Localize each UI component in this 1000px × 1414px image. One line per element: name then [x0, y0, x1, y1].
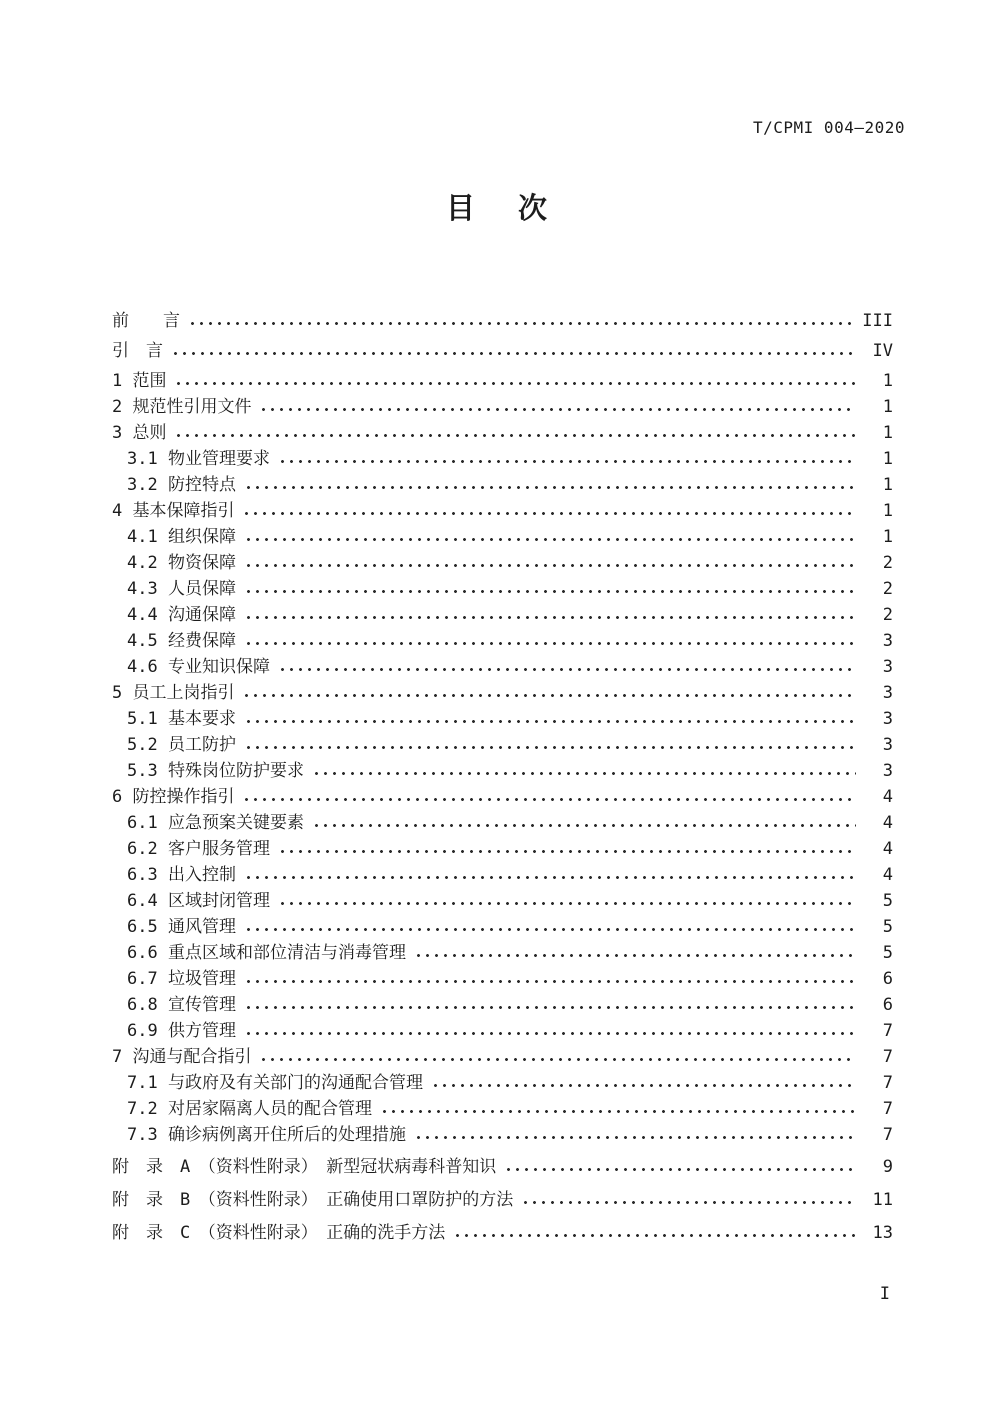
toc-entry[interactable]	[112, 313, 893, 343]
toc-entry-page: 7	[882, 1073, 893, 1093]
toc-entry-label: 6.1 应急预案关键要素	[127, 813, 304, 833]
toc-entry-page: 11	[872, 1190, 893, 1210]
toc-entry-page: 7	[882, 1047, 893, 1067]
toc-dot-leader	[312, 763, 856, 776]
toc-dot-leader	[244, 529, 856, 542]
toc-entry-label: 4 基本保障指引	[112, 501, 235, 521]
toc-dot-leader	[244, 919, 856, 932]
toc-dot-leader	[244, 607, 856, 620]
toc-entry-label: 1 范围	[112, 371, 167, 391]
toc-dot-leader	[504, 1159, 856, 1172]
toc-entry[interactable]	[112, 737, 893, 763]
toc-dot-leader	[414, 1127, 856, 1140]
toc-entry-label: 4.3 人员保障	[127, 579, 236, 599]
toc-entry-page: 3	[882, 761, 893, 781]
toc-entry-page: 7	[882, 1099, 893, 1119]
toc-dot-leader	[174, 373, 856, 386]
toc-entry-page: 5	[882, 891, 893, 911]
toc-entry-page: 4	[882, 787, 893, 807]
toc-entry-page: 1	[882, 449, 893, 469]
toc-entry-page: 7	[882, 1021, 893, 1041]
toc-dot-leader	[244, 477, 856, 490]
toc-dot-leader	[244, 581, 856, 594]
toc-entry[interactable]	[112, 841, 893, 867]
toc-dot-leader	[188, 313, 855, 326]
toc-entry[interactable]	[112, 867, 893, 893]
toc-entry-page: 1	[882, 501, 893, 521]
toc-entry-label: 附 录 A （资料性附录） 新型冠状病毒科普知识	[112, 1157, 497, 1177]
toc-dot-leader	[244, 555, 856, 568]
toc-entry-page: 3	[882, 735, 893, 755]
toc-entry[interactable]	[112, 1127, 893, 1153]
toc-entry-label: 4.5 经费保障	[127, 631, 236, 651]
toc-entry-page: 1	[882, 371, 893, 391]
toc-entry[interactable]	[112, 1159, 893, 1192]
toc-dot-leader	[380, 1101, 856, 1114]
toc-entry[interactable]	[112, 1101, 893, 1127]
toc-entry[interactable]	[112, 607, 893, 633]
toc-entry-label: 7.1 与政府及有关部门的沟通配合管理	[127, 1073, 423, 1093]
toc-entry[interactable]	[112, 581, 893, 607]
toc-entry[interactable]	[112, 425, 893, 451]
toc-dot-leader	[174, 425, 856, 438]
toc-dot-leader	[453, 1225, 856, 1238]
toc-entry[interactable]	[112, 685, 893, 711]
toc-dot-leader	[244, 867, 856, 880]
toc-entry-page: 6	[882, 995, 893, 1015]
toc-dot-leader	[278, 659, 856, 672]
toc-entry[interactable]	[112, 763, 893, 789]
toc-entry-page: 2	[882, 579, 893, 599]
toc-entry-page: 1	[882, 423, 893, 443]
toc-entry[interactable]	[112, 1023, 893, 1049]
toc-entry-page: 4	[882, 865, 893, 885]
toc-entry-label: 6.7 垃圾管理	[127, 969, 236, 989]
toc-entry[interactable]	[112, 1192, 893, 1225]
toc-entry[interactable]	[112, 451, 893, 477]
toc-entry[interactable]	[112, 555, 893, 581]
toc-entry[interactable]	[112, 945, 893, 971]
toc-entry-page: 1	[882, 397, 893, 417]
toc-dot-leader	[312, 815, 856, 828]
toc-entry-page: 3	[882, 683, 893, 703]
toc-list	[112, 313, 893, 1258]
toc-dot-leader	[278, 451, 856, 464]
toc-dot-leader	[244, 997, 856, 1010]
toc-entry-label: 7.3 确诊病例离开住所后的处理措施	[127, 1125, 406, 1145]
toc-entry-page: 1	[882, 475, 893, 495]
toc-entry-page: 13	[872, 1223, 893, 1243]
toc-entry-label: 6.2 客户服务管理	[127, 839, 270, 859]
document-code: T/CPMI 004—2020	[753, 118, 905, 137]
toc-entry-page: IV	[872, 341, 893, 361]
toc-dot-leader	[414, 945, 856, 958]
toc-entry-page: 7	[882, 1125, 893, 1145]
toc-dot-leader	[244, 711, 856, 724]
toc-entry[interactable]	[112, 997, 893, 1023]
toc-entry[interactable]	[112, 971, 893, 997]
toc-entry-label: 2 规范性引用文件	[112, 397, 252, 417]
toc-entry-label: 引 言	[112, 341, 163, 361]
footer-page-number: I	[879, 1284, 890, 1304]
toc-entry-label: 6.6 重点区域和部位清洁与消毒管理	[127, 943, 406, 963]
toc-dot-leader	[242, 685, 856, 698]
toc-entry-page: 6	[882, 969, 893, 989]
toc-dot-leader	[244, 633, 856, 646]
toc-entry[interactable]	[112, 659, 893, 685]
toc-entry[interactable]	[112, 633, 893, 659]
toc-entry[interactable]	[112, 815, 893, 841]
toc-dot-leader	[244, 1023, 856, 1036]
toc-dot-leader	[521, 1192, 856, 1205]
toc-entry[interactable]	[112, 1075, 893, 1101]
toc-dot-leader	[244, 971, 856, 984]
toc-entry-page: 1	[882, 527, 893, 547]
toc-entry-page: 2	[882, 553, 893, 573]
toc-entry-label: 6.9 供方管理	[127, 1021, 236, 1041]
toc-entry-page: 5	[882, 943, 893, 963]
toc-entry-page: 3	[882, 709, 893, 729]
toc-dot-leader	[244, 737, 856, 750]
toc-entry-label: 前 言	[112, 311, 180, 331]
toc-dot-leader	[242, 789, 856, 802]
toc-entry[interactable]	[112, 711, 893, 737]
toc-entry[interactable]	[112, 343, 893, 373]
toc-dot-leader	[259, 399, 856, 412]
toc-entry[interactable]	[112, 919, 893, 945]
toc-entry-label: 5.1 基本要求	[127, 709, 236, 729]
toc-entry-label: 4.1 组织保障	[127, 527, 236, 547]
toc-entry[interactable]	[112, 503, 893, 529]
toc-entry[interactable]	[112, 529, 893, 555]
toc-entry-page: 4	[882, 813, 893, 833]
toc-entry[interactable]	[112, 789, 893, 815]
toc-entry[interactable]	[112, 373, 893, 399]
toc-entry[interactable]	[112, 1049, 893, 1075]
toc-entry-label: 5.3 特殊岗位防护要求	[127, 761, 304, 781]
toc-entry-label: 7.2 对居家隔离人员的配合管理	[127, 1099, 372, 1119]
toc-entry-page: 4	[882, 839, 893, 859]
toc-dot-leader	[431, 1075, 856, 1088]
toc-entry[interactable]	[112, 1225, 893, 1258]
toc-dot-leader	[242, 503, 856, 516]
toc-dot-leader	[259, 1049, 856, 1062]
toc-entry-label: 3.1 物业管理要求	[127, 449, 270, 469]
toc-dot-leader	[278, 841, 856, 854]
toc-dot-leader	[171, 343, 856, 356]
toc-entry-label: 5.2 员工防护	[127, 735, 236, 755]
page-title: 目 次	[445, 191, 554, 225]
toc-entry-page: 9	[882, 1157, 893, 1177]
toc-entry-label: 5 员工上岗指引	[112, 683, 235, 703]
toc-entry-label: 附 录 B （资料性附录） 正确使用口罩防护的方法	[112, 1190, 514, 1210]
toc-entry[interactable]	[112, 477, 893, 503]
toc-entry-label: 4.4 沟通保障	[127, 605, 236, 625]
toc-entry-label: 4.6 专业知识保障	[127, 657, 270, 677]
toc-entry-label: 附 录 C （资料性附录） 正确的洗手方法	[112, 1223, 446, 1243]
toc-entry-page: III	[862, 311, 893, 331]
toc-entry-page: 3	[882, 657, 893, 677]
toc-entry-label: 6 防控操作指引	[112, 787, 235, 807]
toc-entry-page: 2	[882, 605, 893, 625]
toc-entry-label: 6.3 出入控制	[127, 865, 236, 885]
toc-entry-label: 6.4 区域封闭管理	[127, 891, 270, 911]
toc-entry[interactable]	[112, 893, 893, 919]
toc-entry-label: 7 沟通与配合指引	[112, 1047, 252, 1067]
toc-dot-leader	[278, 893, 856, 906]
toc-entry-page: 5	[882, 917, 893, 937]
toc-entry[interactable]	[112, 399, 893, 425]
toc-entry-label: 3 总则	[112, 423, 167, 443]
toc-entry-page: 3	[882, 631, 893, 651]
toc-entry-label: 6.8 宣传管理	[127, 995, 236, 1015]
toc-entry-label: 6.5 通风管理	[127, 917, 236, 937]
toc-entry-label: 4.2 物资保障	[127, 553, 236, 573]
toc-entry-label: 3.2 防控特点	[127, 475, 236, 495]
